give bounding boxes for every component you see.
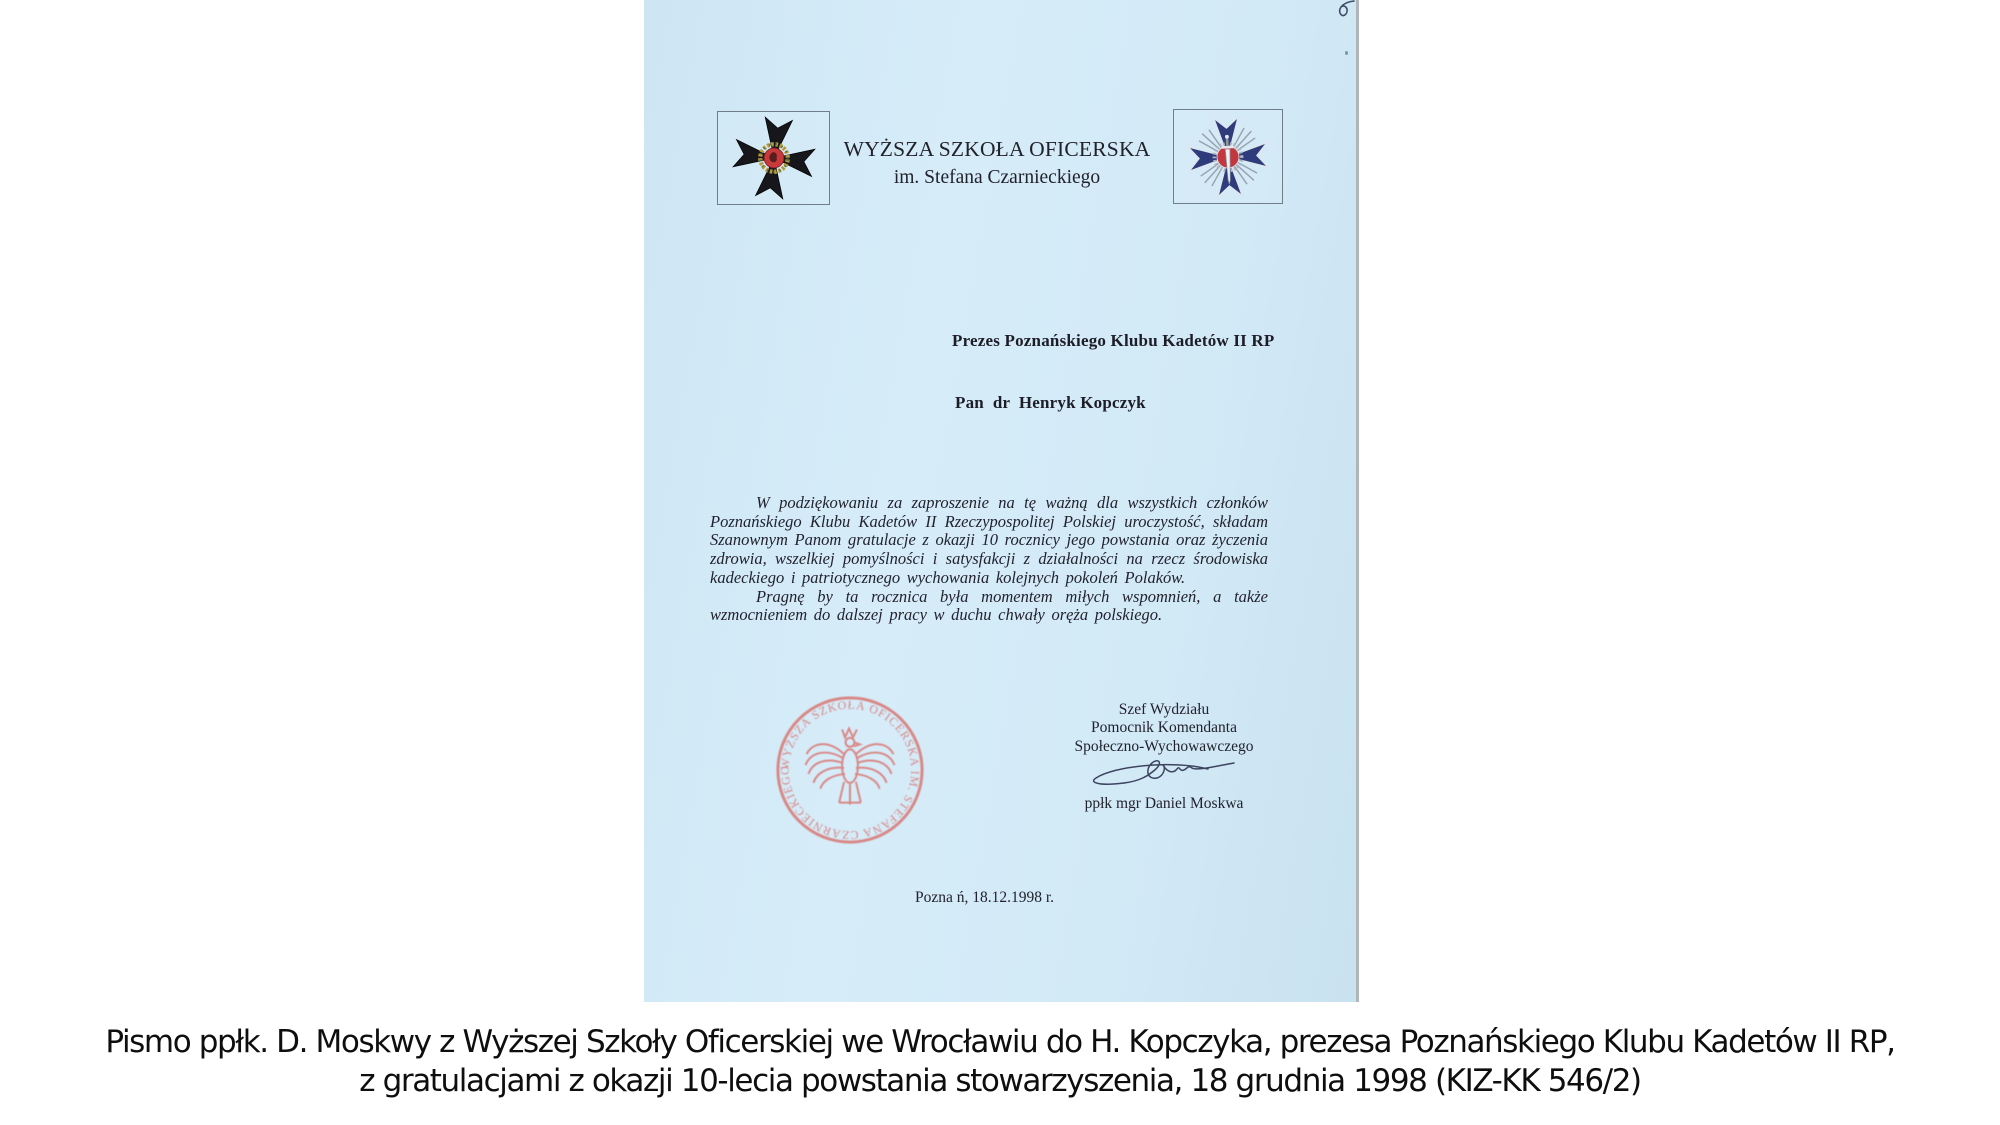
svg-text:WYŻSZA SZKOŁA OFICERSKA IM. ST: [778, 698, 923, 843]
signature-block: [1033, 701, 1295, 814]
addressee-title: Prezes Poznańskiego Klubu Kadetów II RP: [952, 331, 1275, 350]
school-patron: im. Stefana Czarnieckiego: [893, 167, 1101, 188]
blue-maltese-cross-sword-icon: [1181, 113, 1275, 201]
round-red-stamp: [771, 691, 929, 849]
right-emblem-box: [1173, 109, 1283, 204]
signer-name: ppłk mgr Daniel Moskwa: [1084, 795, 1244, 813]
caption-line-1: Pismo ppłk. D. Moskwy z Wyższej Szkoły Oficerskiej we Wrocławiu do H. Kopczyka, prezesa Poznańskiego Klubu Kadetów II RP,: [105, 1024, 1895, 1060]
signer-role-1: Szef Wydziału: [1118, 701, 1210, 718]
addressee-name: Pan dr Henryk Kopczyk: [955, 393, 1146, 412]
place-date: Pozna ń, 18.12.1998 r.: [915, 889, 1055, 906]
body-paragraph-1: W podziękowaniu za zaproszenie na tę ważną dla wszystkich członków Poznańskiego Klubu Kadetów II Rzeczypospolitej Polskiej uroczystość, składam Szanownym Panom gratulacje z okazji 10 rocznicy jego powstania oraz życzenia zdrowia, wszelkiej pomyślności i satysfakcji z działalności na rzecz środowiska kadeckiego i patriotycznego wychowania kolejnych pokoleń Polaków.: [710, 493, 1268, 587]
school-name: WYŻSZA SZKOŁA OFICERSKA: [843, 137, 1151, 161]
scan-speck: [1345, 51, 1348, 55]
caption-line-2: z gratulacjami z okazji 10-lecia powstania stowarzyszenia, 18 grudnia 1998 (KIZ-KK 546/2): [359, 1063, 1641, 1099]
signer-role-2: Pomocnik Komendanta: [1091, 719, 1237, 737]
pen-mark: [1328, 0, 1358, 22]
stamp-ring-text: WYŻSZA SZKOŁA OFICERSKA IM. STEFANA CZARNIECKIEGO ★: [777, 697, 923, 843]
photo-caption: [0, 1023, 2000, 1101]
signer-role-3: Społeczno-Wychowawczego: [1074, 737, 1254, 755]
handwritten-signature: [1088, 757, 1240, 789]
letterhead: [817, 137, 1177, 189]
stamp-eagle: [806, 729, 895, 805]
black-maltese-cross-icon: [728, 115, 820, 201]
body-paragraph-2: Pragnę by ta rocznica była momentem miłych wspomnień, a także wzmocnieniem do dalszej pracy w duchu chwały oręża polskiego.: [710, 586, 1268, 625]
left-emblem-box: [717, 111, 830, 205]
scanned-letter-page: [644, 0, 1359, 1002]
letter-body: [710, 494, 1268, 625]
